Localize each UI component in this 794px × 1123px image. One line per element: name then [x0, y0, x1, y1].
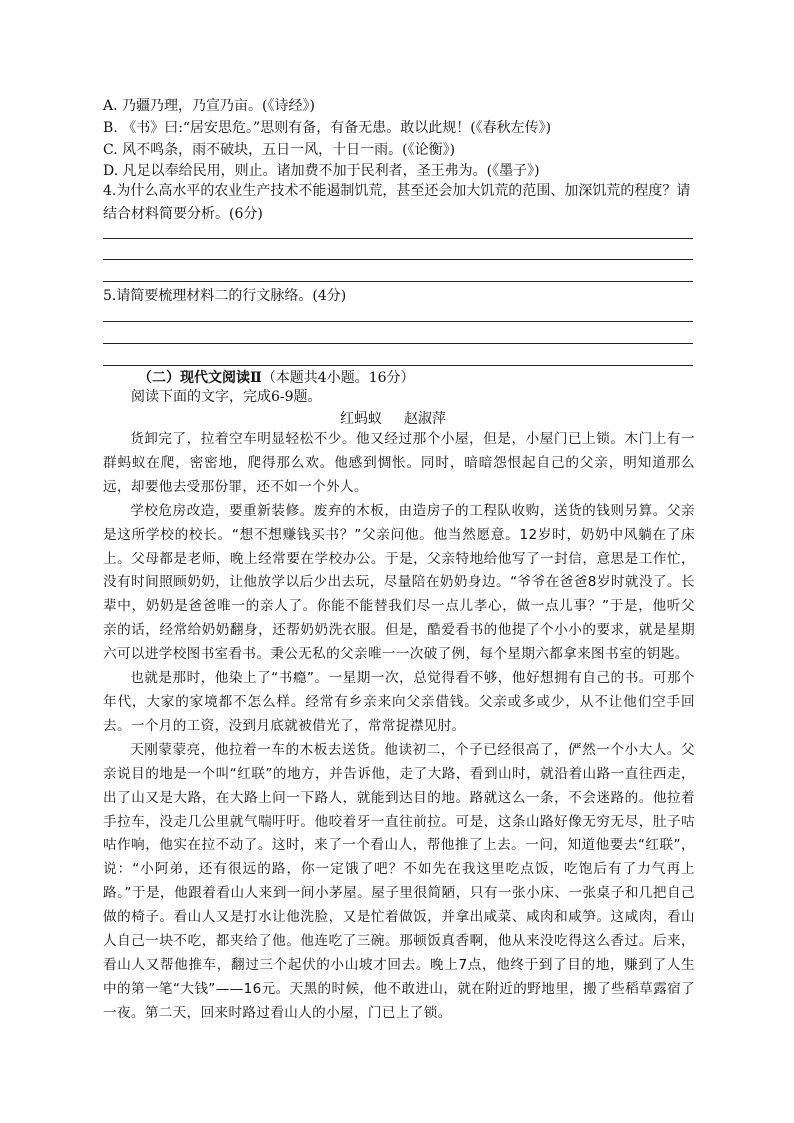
- answer-line: [103, 343, 693, 344]
- option-b: B. 《书》曰:“居安思危。”思则有备，有备无患。敢以此规！(《春秋左传》): [103, 120, 552, 136]
- option-c: C. 风不鸣条，雨不破块，五日一风，十日一雨。(《论衡》): [103, 142, 456, 158]
- story-paragraph: 天刚蒙蒙亮，他拉着一车的木板去送货。他读初二，个子已经很高了，俨然一个小大人。父亲说目的地是一个叫“红联”的地方，并告诉他，走了大路，看到山时，就沿着山路一直往西走，出了山又是大路，在大路上问一下路人，就能到达目的地。路就这么一条，不会迷路的。他拉着手拉车，没走几公里就气喘吁吁。他咬着牙一直往前拉。可是，这条山路好像无穷无尽，肚子咕咕作响，他实在拉不动了。这时，来了一个看山人，帮他推了上去。一问，知道他要去“红联”，说：“小阿弟，还有很远的路，你一定饿了吧？不如先在我这里吃点饭，吃饱后有了力气再上路。”于是，他跟着看山人来到一间小茅屋。屋子里很简陋，只有一张小床、一张桌子和几把自己做的椅子。看山人又是打水让他洗脸，又是忙着做饭，并拿出咸菜、咸肉和咸笋。这咸肉，看山人自己一块不吃，都夹给了他。他连吃了三碗。那顿饭真香啊，他从来没吃得这么香过。后来，看山人又帮他推车，翻过三个起伏的小山坡才回去。晚上7点，他终于到了目的地，赚到了人生中的第一笔“大钱”——16元。天黑的时候，他不敢进山，就在附近的野地里，搬了些稻草露宿了一夜。第二天，回来时路过看山人的小屋，门已上了锁。: [103, 741, 695, 1021]
- answer-line: [103, 281, 693, 282]
- section-instruction: 阅读下面的文字，完成6-9题。: [131, 389, 322, 405]
- story-paragraph: 也就是那时，他染上了“书瘾”。一星期一次，总觉得看不够，他好想拥有自己的书。可那个年代，大家的家境都不怎么样。经常有乡亲来向父亲借钱。父亲或多或少，从不让他们空手回去。一个月的工资，没到月底就被借光了，常常捉襟见肘。: [103, 670, 695, 734]
- story-paragraph: 学校危房改造，要重新装修。废弃的木板，由造房子的工程队收购，送货的钱则另算。父亲是这所学校的校长。“想不想赚钱买书？”父亲问他。他当然愿意。12岁时，奶奶中风躺在了床上。父母都是老师，晚上经常要在学校办公。于是，父亲特地给他写了一封信，意思是工作忙，没有时间照顾奶奶，让他放学以后少出去玩，尽量陪在奶奶身边。“爷爷在爸爸8岁时就没了。长辈中，奶奶是爸爸唯一的亲人了。你能不能替我们尽一点儿孝心，做一点儿事？”于是，他听父亲的话，经常给奶奶翻身，还帮奶奶洗衣服。但是，酷爱看书的他提了个小小的要求，就是星期六可以进学校图书室看书。秉公无私的父亲唯一一次破了例，每个星期六都拿来图书室的钥匙。: [103, 502, 695, 663]
- answer-line: [103, 259, 693, 260]
- question-4: 4.为什么高水平的农业生产技术不能遏制饥荒，甚至还会加大饥荒的范围、加深饥荒的程度？请结合材料简要分析。(6分): [103, 183, 691, 222]
- answer-line: [103, 238, 693, 239]
- section-heading: [138, 368, 415, 388]
- story-paragraph: 货卸完了，拉着空车明显轻松不少。他又经过那个小屋，但是，小屋门已上锁。木门上有一群蚂蚁在爬，密密地，爬得那么欢。他感到惆怅。同时，暗暗怨恨起自己的父亲，明知道那么远，却要他去受那份罪，还不如一个外人。: [103, 431, 695, 495]
- option-a: A. 乃疆乃理，乃宣乃亩。(《诗经》): [103, 98, 315, 114]
- story-title: 红蚂蚁: [340, 411, 382, 427]
- section-note: （本题共4小题。16分）: [261, 370, 415, 386]
- option-d: D. 凡足以奉给民用，则止。诸加费不加于民利者，圣王弗为。(《墨子》): [103, 163, 540, 179]
- answer-line: [103, 365, 693, 366]
- story-author: 赵淑萍: [404, 411, 446, 427]
- answer-line: [103, 321, 693, 322]
- story-body: [103, 428, 695, 1026]
- section-title: （二）现代文阅读Ⅱ: [138, 370, 262, 386]
- story-heading: [340, 409, 446, 429]
- question-5: 5.请简要梳理材料二的行文脉络。(4分): [103, 288, 347, 304]
